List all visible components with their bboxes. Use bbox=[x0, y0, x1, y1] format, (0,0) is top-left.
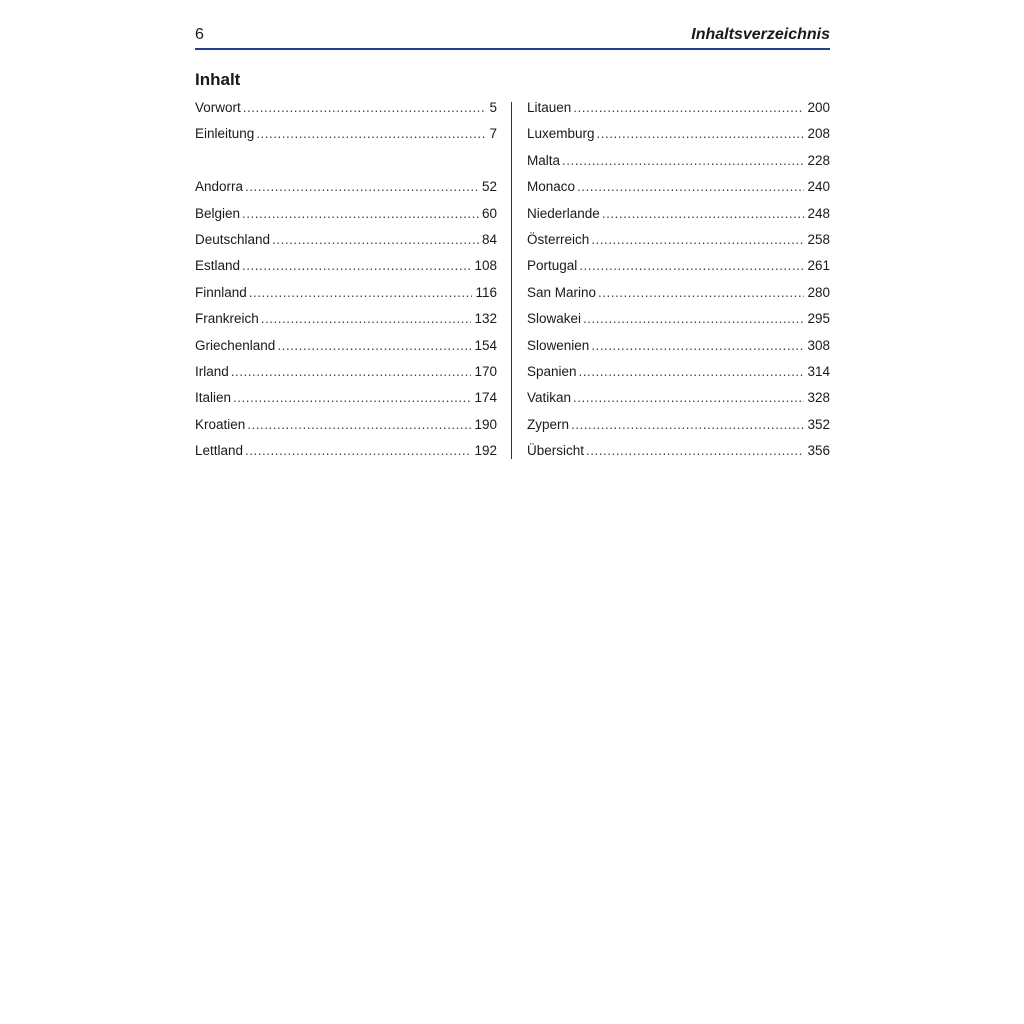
toc-entry-label: Malta bbox=[527, 152, 561, 168]
toc-entry-page: 192 bbox=[474, 443, 497, 459]
toc-entry-label: Italien bbox=[195, 390, 232, 406]
running-title: Inhaltsverzeichnis bbox=[691, 26, 830, 43]
dot-leader bbox=[562, 148, 804, 174]
toc-entry-label: Slowakei bbox=[527, 311, 582, 327]
toc-entry bbox=[527, 253, 830, 279]
dot-leader bbox=[272, 227, 479, 253]
dot-leader bbox=[586, 438, 804, 464]
toc-entry-label: Spanien bbox=[527, 363, 577, 379]
toc-entry-page: 170 bbox=[474, 363, 497, 379]
toc-entry bbox=[195, 438, 497, 464]
toc-entry-page: 248 bbox=[807, 205, 830, 221]
toc-entry-page: 7 bbox=[489, 126, 497, 142]
page-number: 6 bbox=[195, 26, 204, 43]
toc-entry-label: Estland bbox=[195, 258, 241, 274]
toc-entry-page: 314 bbox=[807, 363, 830, 379]
dot-leader bbox=[249, 280, 473, 306]
toc-country-list-right bbox=[527, 95, 830, 464]
toc-entry-label: Österreich bbox=[527, 231, 590, 247]
toc-entry bbox=[527, 306, 830, 332]
dot-leader bbox=[277, 333, 471, 359]
toc-entry-page: 154 bbox=[474, 337, 497, 353]
dot-leader bbox=[243, 95, 487, 121]
toc-entry-label: Griechenland bbox=[195, 337, 276, 353]
toc-entry-page: 52 bbox=[481, 179, 497, 195]
toc-entry bbox=[195, 174, 497, 200]
toc-entry-page: 5 bbox=[489, 100, 497, 115]
toc-entry-label: Zypern bbox=[527, 416, 570, 432]
toc-entry bbox=[527, 201, 830, 227]
toc-entry-label: Monaco bbox=[527, 179, 576, 195]
toc-entry bbox=[195, 201, 497, 227]
toc-entry-label: Luxemburg bbox=[527, 126, 595, 142]
toc-entry bbox=[527, 148, 830, 174]
toc-entry-label: Einleitung bbox=[195, 126, 255, 142]
toc-country-list-left bbox=[195, 174, 497, 464]
toc-spacer bbox=[195, 148, 497, 174]
toc-entry-label: Andorra bbox=[195, 179, 244, 195]
toc-entry bbox=[527, 333, 830, 359]
toc-entry-label: Vorwort bbox=[195, 100, 241, 115]
dot-leader bbox=[591, 227, 804, 253]
toc-entry-label: Slowenien bbox=[527, 337, 590, 353]
toc-entry bbox=[527, 174, 830, 200]
dot-leader bbox=[245, 438, 471, 464]
toc-entry bbox=[195, 333, 497, 359]
toc-entry-page: 280 bbox=[807, 284, 830, 300]
dot-leader bbox=[256, 121, 486, 147]
dot-leader bbox=[245, 174, 479, 200]
toc-entry-page: 258 bbox=[807, 231, 830, 247]
toc-entry bbox=[527, 227, 830, 253]
dot-leader bbox=[577, 174, 804, 200]
toc-entry bbox=[527, 95, 830, 121]
column-divider bbox=[511, 102, 512, 459]
toc-entry bbox=[527, 359, 830, 385]
toc-entry-label: Niederlande bbox=[527, 205, 600, 221]
toc-entry bbox=[527, 438, 830, 464]
toc-entry-page: 240 bbox=[807, 179, 830, 195]
toc-entry-page: 200 bbox=[807, 100, 830, 115]
toc-entry-page: 208 bbox=[807, 126, 830, 142]
toc-entry-label: Vatikan bbox=[527, 390, 572, 406]
toc-entry-label: Finnland bbox=[195, 284, 247, 300]
toc-entry-page: 116 bbox=[475, 284, 497, 300]
toc-entry bbox=[195, 280, 497, 306]
toc-intro-list bbox=[195, 95, 497, 148]
toc-entry-label: Deutschland bbox=[195, 231, 271, 247]
toc-entry bbox=[195, 253, 497, 279]
toc-entry-page: 356 bbox=[807, 443, 830, 459]
dot-leader bbox=[579, 253, 804, 279]
toc-title: Inhalt bbox=[195, 70, 241, 89]
toc-entry bbox=[527, 121, 830, 147]
toc-entry-label: Frankreich bbox=[195, 311, 259, 327]
toc-entry bbox=[527, 280, 830, 306]
toc-entry-page: 190 bbox=[474, 416, 497, 432]
toc-entry-page: 228 bbox=[807, 152, 830, 168]
dot-leader bbox=[233, 385, 471, 411]
toc-entry bbox=[195, 412, 497, 438]
toc-right-column bbox=[527, 95, 830, 464]
toc-entry-page: 84 bbox=[481, 231, 497, 247]
dot-leader bbox=[602, 201, 805, 227]
toc-entry-label: Litauen bbox=[527, 100, 572, 115]
dot-leader bbox=[573, 385, 804, 411]
toc-entry-page: 174 bbox=[474, 390, 497, 406]
toc-entry-label: Portugal bbox=[527, 258, 578, 274]
toc-entry-label: San Marino bbox=[527, 284, 597, 300]
toc-entry-page: 132 bbox=[474, 311, 497, 327]
toc-entry bbox=[195, 359, 497, 385]
dot-leader bbox=[247, 412, 471, 438]
page-header bbox=[195, 24, 830, 50]
toc-entry-label: Kroatien bbox=[195, 416, 246, 432]
dot-leader bbox=[231, 359, 472, 385]
toc-entry-page: 295 bbox=[807, 311, 830, 327]
toc-entry-page: 308 bbox=[807, 337, 830, 353]
toc-left-column bbox=[195, 95, 497, 464]
dot-leader bbox=[242, 201, 479, 227]
dot-leader bbox=[573, 95, 804, 121]
toc-entry-page: 261 bbox=[807, 258, 830, 274]
dot-leader bbox=[597, 121, 805, 147]
toc-entry-label: Übersicht bbox=[527, 443, 585, 459]
dot-leader bbox=[242, 253, 471, 279]
toc-entry-page: 328 bbox=[807, 390, 830, 406]
toc-entry bbox=[527, 412, 830, 438]
toc-entry-label: Irland bbox=[195, 363, 229, 379]
toc-entry bbox=[195, 121, 497, 147]
toc-entry bbox=[195, 306, 497, 332]
toc-entry bbox=[527, 385, 830, 411]
toc-entry-label: Belgien bbox=[195, 205, 241, 221]
toc-entry bbox=[195, 385, 497, 411]
dot-leader bbox=[261, 306, 472, 332]
dot-leader bbox=[583, 306, 804, 332]
dot-leader bbox=[579, 359, 805, 385]
toc-entry bbox=[195, 95, 497, 121]
toc-entry-page: 108 bbox=[474, 258, 497, 274]
toc-entry bbox=[195, 227, 497, 253]
dot-leader bbox=[598, 280, 804, 306]
dot-leader bbox=[591, 333, 804, 359]
toc-entry-page: 352 bbox=[807, 416, 830, 432]
toc-entry-page: 60 bbox=[481, 205, 497, 221]
dot-leader bbox=[571, 412, 804, 438]
toc-entry-label: Lettland bbox=[195, 443, 244, 459]
